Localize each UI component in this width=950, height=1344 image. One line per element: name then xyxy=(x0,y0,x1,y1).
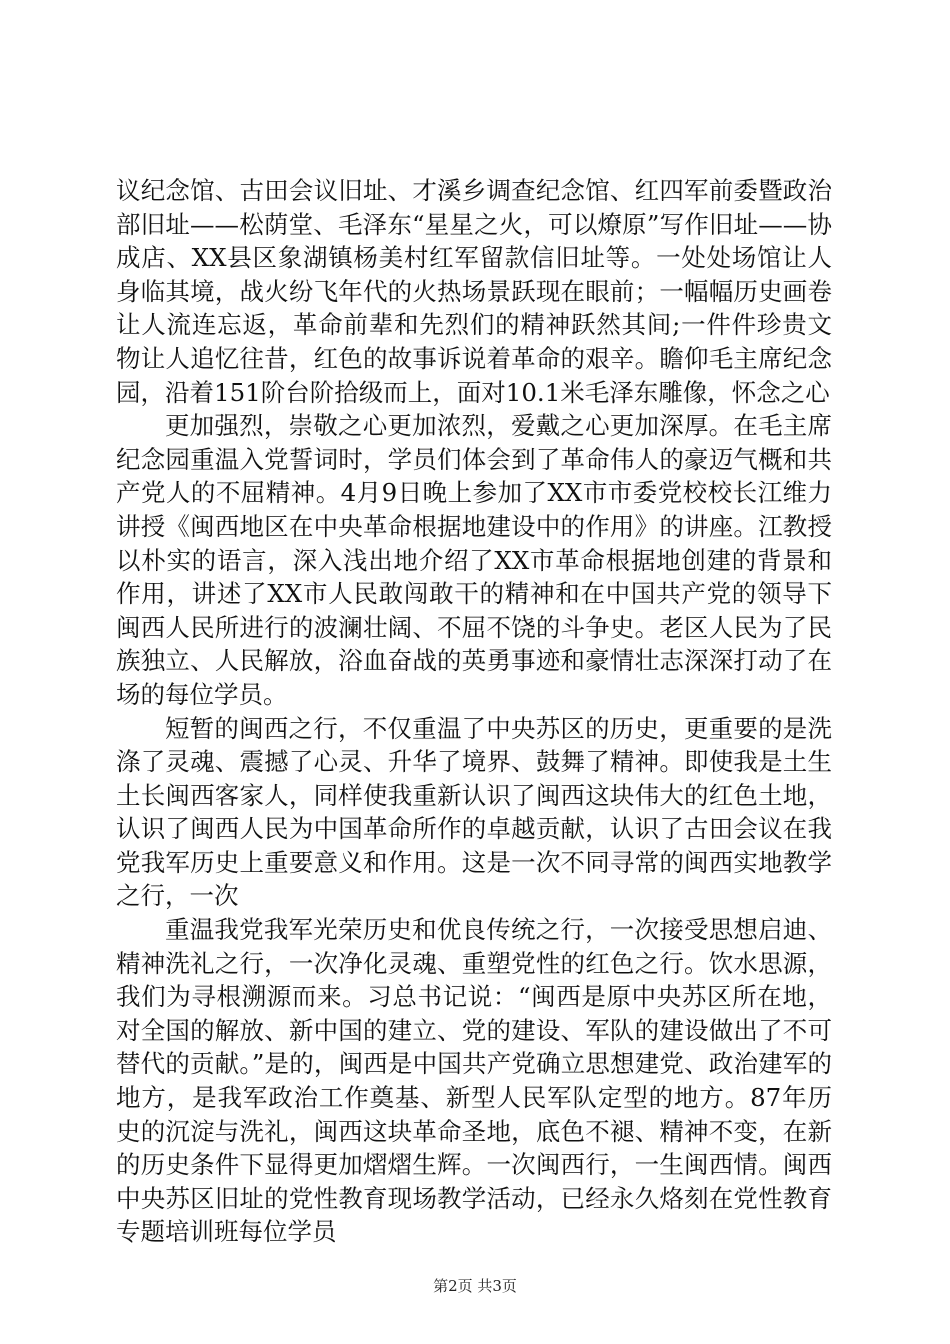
paragraph-4: 重温我党我军光荣历史和优良传统之行，一次接受思想启迪、精神洗礼之行，一次净化灵魂、重塑党性的红色之行。饮水思源，我们为寻根溯源而来。习总书记说：“闽西是原中央苏区所在地，对全国的解放、新中国的建立、党的建设、军队的建设做出了不可替代的贡献。”是的，闽西是中国共产党确立思想建党、政治建军的地方，是我军政治工作奠基、新型人民军队定型的地方。87年历史的沉淀与洗礼，闽西这块革命圣地，底色不褪、精神不变，在新的历史条件下显得更加熠熠生辉。一次闽西行，一生闽西情。闽西中央苏区旧址的党性教育现场教学活动，已经永久烙刻在党性教育专题培训班每位学员 xyxy=(116,915,832,1247)
document-body xyxy=(116,174,832,1249)
paragraph-3: 短暂的闽西之行，不仅重温了中央苏区的历史，更重要的是洗涤了灵魂、震撼了心灵、升华了境界、鼓舞了精神。即使我是土生土长闽西客家人，同样使我重新认识了闽西这块伟大的红色土地，认识了闽西人民为中国革命所作的卓越贡献，认识了古田会议在我党我军历史上重要意义和作用。这是一次不同寻常的闽西实地教学之行，一次 xyxy=(116,713,832,911)
paragraph-1: 议纪念馆、古田会议旧址、才溪乡调查纪念馆、红四军前委暨政治部旧址——松荫堂、毛泽东“星星之火，可以燎原”写作旧址——协成店、XX县区象湖镇杨美村红军留款信旧址等。一处处场馆让人身临其境，战火纷飞年代的火热场景跃现在眼前；一幅幅历史画卷让人流连忘返，革命前辈和先烈们的精神跃然其间;一件件珍贵文物让人追忆往昔，红色的故事诉说着革命的艰辛。瞻仰毛主席纪念园，沿着151阶台阶拾级而上，面对10.1米毛泽东雕像，怀念之心 xyxy=(116,176,832,407)
paragraph-2: 更加强烈，崇敬之心更加浓烈，爱戴之心更加深厚。在毛主席纪念园重温入党誓词时，学员们体会到了革命伟人的豪迈气概和共产党人的不屈精神。4月9日晚上参加了XX市市委党校校长江维力讲授《闽西地区在中央革命根据地建设中的作用》的讲座。江教授以朴实的语言，深入浅出地介绍了XX市革命根据地创建的背景和作用，讲述了XX市人民敢闯敢干的精神和在中国共产党的领导下闽西人民所进行的波澜壮阔、不屈不饶的斗争史。老区人民为了民族独立、人民解放，浴血奋战的英勇事迹和豪情壮志深深打动了在场的每位学员。 xyxy=(116,411,832,709)
page-number-footer: 第2页 共3页 xyxy=(433,1277,517,1295)
